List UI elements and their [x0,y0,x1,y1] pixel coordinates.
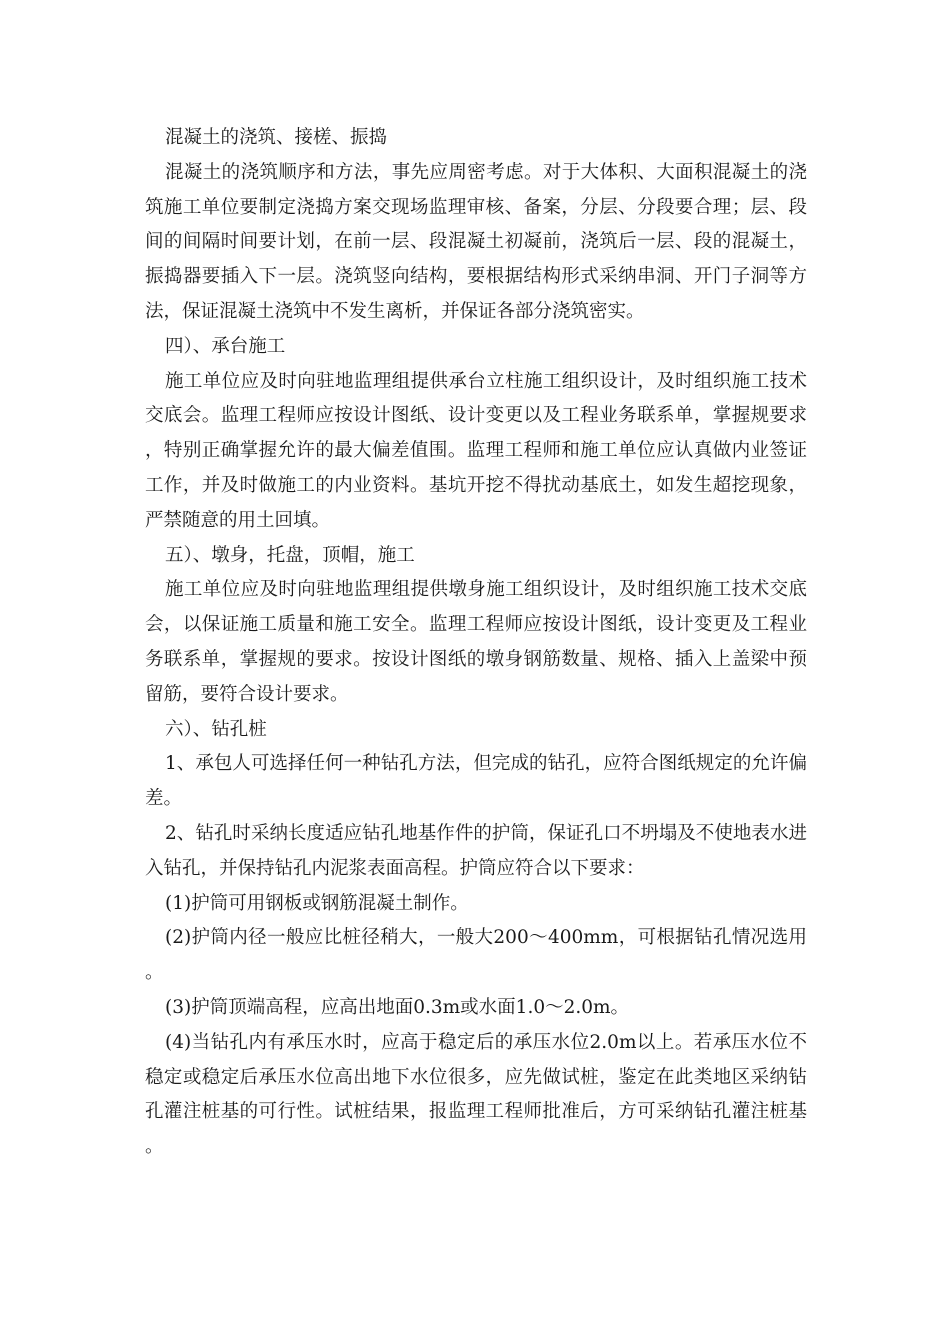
sub-item-3: (3)护筒顶端高程，应高出地面0.3m或水面1.0～2.0m。 [165,996,630,1018]
section-heading-bored-pile: 六）、钻孔桩 [165,718,267,740]
paragraph-pile-cap: 施工单位应及时向驻地监理组提供承台立柱施工组织设计，及时组织施工技术交底会。监理工程师应按设计图纸、设计变更以及工程业务联系单，掌握规要求，特别正确掌握允许的最大偏差值围。监理工程师和施工单位应认真做内业签证工作，并及时做施工的内业资料。基坑开挖不得扰动基底土，如发生超挖现象，严禁随意的用土回填。 [145,370,807,531]
sub-item-2: (2)护筒内径一般应比桩径稍大，一般大200～400mm，可根据钻孔情况选用。 [145,927,807,984]
paragraph-pier-body: 施工单位应及时向驻地监理组提供墩身施工组织设计，及时组织施工技术交底会，以保证施工质量和施工安全。监理工程师应按设计图纸，设计变更及工程业务联系单，掌握规的要求。按设计图纸的墩身钢筋数量、规格、插入上盖梁中预留筋，要符合设计要求。 [145,579,807,705]
section-heading-pier-body: 五）、墩身，托盘，顶帽，施工 [165,544,415,566]
section-heading-pile-cap: 四）、承台施工 [165,335,286,357]
sub-item-4: (4)当钻孔内有承压水时，应高于稳定后的承压水位2.0m以上。若承压水位不稳定或稳定后承压水位高出地下水位很多，应先做试桩，鉴定在此类地区采纳钻孔灌注桩基的可行性。试桩结果，报监理工程师批准后，方可采纳钻孔灌注桩基。 [145,1031,807,1158]
list-item-1: 1、承包人可选择任何一种钻孔方法，但完成的钻孔，应符合图纸规定的允许偏差。 [145,753,807,810]
section-heading-concrete-pouring: 混凝土的浇筑、接槎、振捣 [165,127,388,148]
paragraph-concrete-pouring: 混凝土的浇筑顺序和方法，事先应周密考虑。对于大体积、大面积混凝土的浇筑施工单位要制定浇捣方案交现场监理审核、备案，分层、分段要合理；层、段间的间隔时间要计划，在前一层、段混凝土初凝前，浇筑后一层、段的混凝土，振捣器要插入下一层。浇筑竖向结构，要根据结构形式采纳串洞、开门子洞等方法，保证混凝土浇筑中不发生离析，并保证各部分浇筑密实。 [145,161,807,322]
sub-item-1: (1)护筒可用钢板或钢筋混凝土制作。 [165,892,469,914]
list-item-2: 2、钻孔时采纳长度适应钻孔地基作件的护筒，保证孔口不坍塌及不使地表水进入钻孔，并保持钻孔内泥浆表面高程。护筒应符合以下要求： [145,822,807,879]
document-body [145,121,807,1165]
